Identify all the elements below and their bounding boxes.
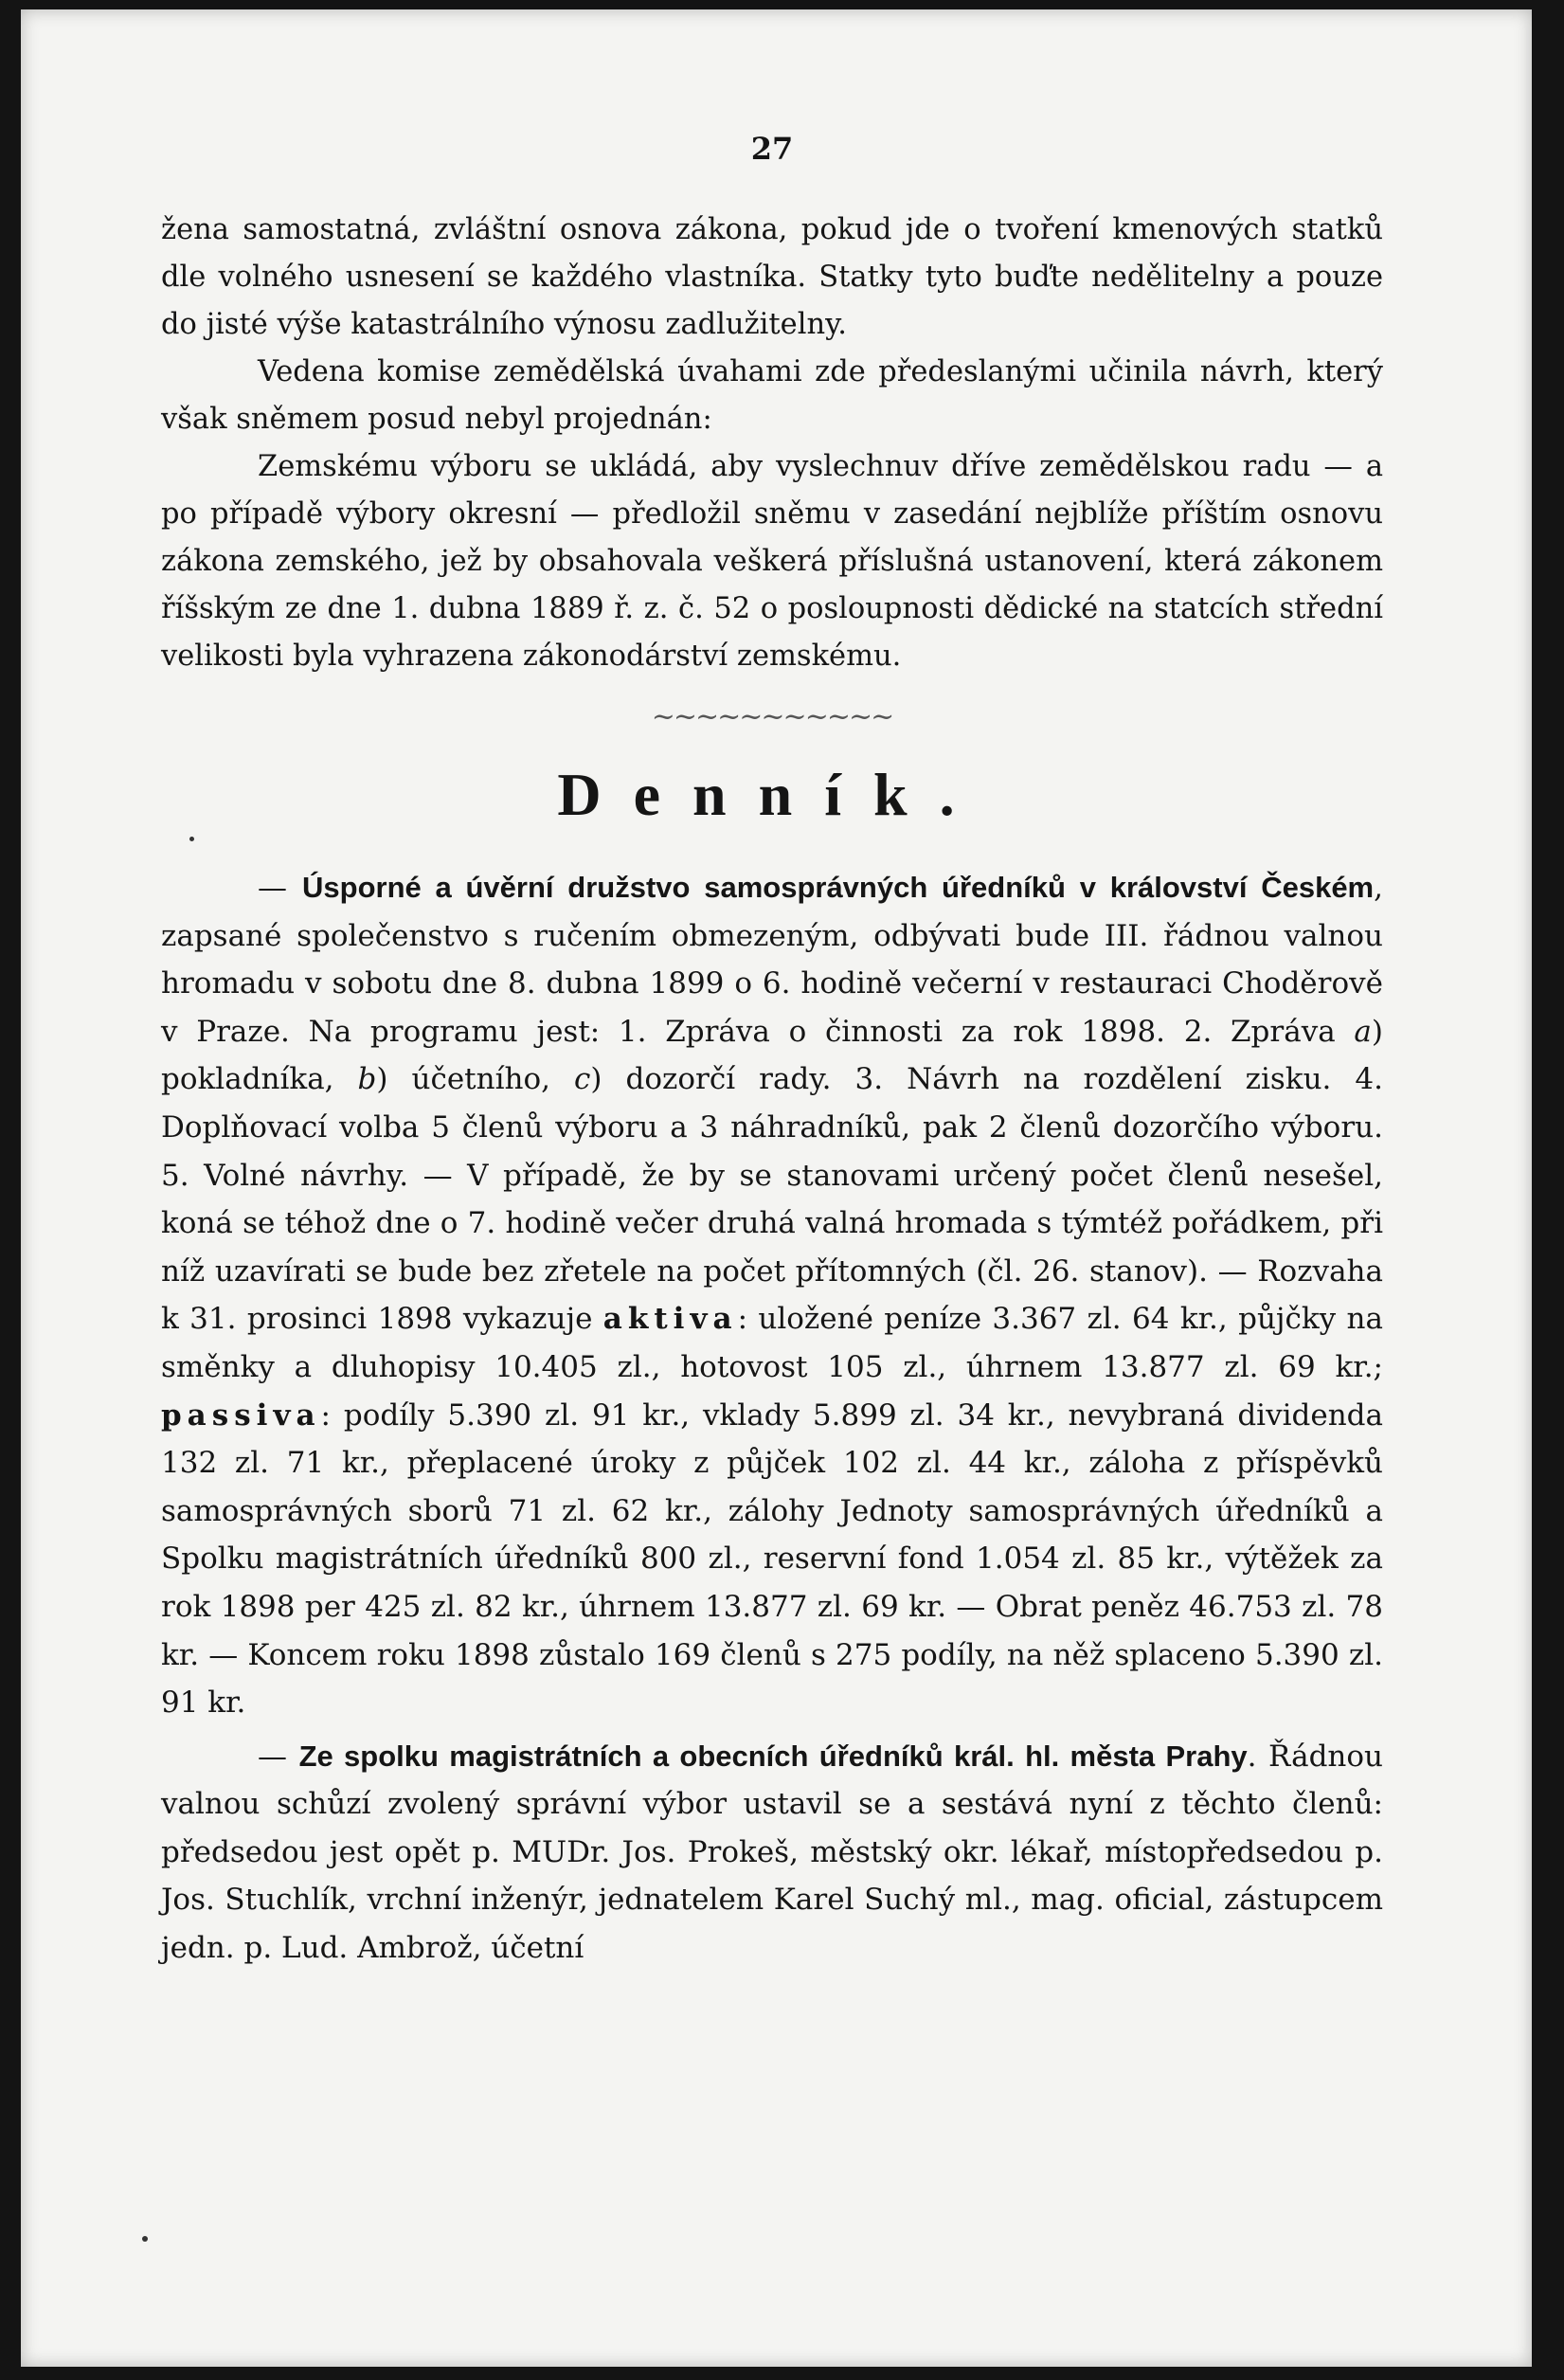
page-content	[161, 131, 1383, 1973]
ornamental-divider: ~~~~~~~~~~~	[651, 700, 893, 733]
document-page	[21, 9, 1532, 2367]
news-item-2-title: Ze spolku magistrátních a obecních úředníků král. hl. města Prahy	[298, 1739, 1248, 1773]
paper-speck	[142, 2236, 148, 2242]
news-item-1	[161, 864, 1383, 1727]
news-dash: —	[258, 1739, 299, 1774]
passiva-label: passiva	[161, 1397, 321, 1433]
list-letter-a: a	[1354, 1014, 1372, 1049]
news-item-1-text-5: : uložené peníze 3.367 zl. 64 kr., půjčky na směnky a dluhopisy 10.405 zl., hotovost 105 zl., úhrnem 13.877 zl. 69 kr.;	[161, 1302, 1384, 1384]
news-item-1-text-6: : podíly 5.390 zl. 91 kr., vklady 5.899 zl. 34 kr., nevybraná dividenda 132 zl. 71 kr., přeplacené úroky z půjček 102 zl. 44 kr., záloha z příspěvků samosprávných sborů 71 zl. 62 kr., zálohy Jednoty samosprávných úředníků a Spolku magistrátních úředníků 800 zl., reservní fond 1.054 zl. 85 kr., výtěžek za rok 1898 per 425 zl. 82 kr., úhrnem 13.877 zl. 69 kr. — Obrat peněz 46.753 zl. 78 kr. — Koncem roku 1898 zůstalo 169 členů s 275 podíly, na něž splaceno 5.390 zl. 91 kr.	[161, 1397, 1383, 1721]
aktiva-label: aktiva	[602, 1302, 738, 1337]
intro-paragraph-1: žena samostatná, zvláštní osnova zákona, pokud jde o tvoření kmenových statků dle volného usnesení se každého vlastníka. Statky tyto buďte nedělitelny a pouze do jisté výše katastrálního výnosu zadlužitelny.	[161, 213, 1383, 341]
intro-paragraph-2: Vedena komise zemědělská úvahami zde předeslanými učinila návrh, který však sněmem posud nebyl projednán:	[161, 355, 1383, 436]
news-dash: —	[258, 871, 302, 905]
section-heading: Denník.	[557, 761, 987, 828]
intro-paragraph-3: Zemskému výboru se ukládá, aby vyslechnuv dříve zemědělskou radu — a po případě výbory okresní — předložil sněmu v zasedání nejblíže příštím osnovu zákona zemského, jež by obsahovala veškerá příslušná ustanovení, která zákonem říšským ze dne 1. dubna 1889 ř. z. č. 52 o posloupnosti dědické na statcích střední velikosti byla vyhrazena zákonodárství zemskému.	[161, 450, 1383, 673]
news-item-1-text-4: ) dozorčí rady. 3. Návrh na rozdělení zisku. 4. Doplňovací volba 5 členů výboru a 3 náhradníků, pak 2 členů dozorčího výboru. 5. Volné návrhy. — V případě, že by se stanovami určený počet členů nesešel, koná se téhož dne o 7. hodině večer druhá valná hromada s týmtéž pořádkem, při níž uzavírati se bude bez zřetele na počet přítomných (čl. 26. stanov). — Rozvaha k 31. prosinci 1898 vykazuje	[161, 1062, 1383, 1337]
news-item-1-text-3: ) účetního,	[376, 1062, 575, 1097]
page-number: 27	[750, 131, 794, 167]
news-item-2-text: . Řádnou valnou schůzí zvolený správní výbor ustavil se a sestává nyní z těchto členů: předsedou jest opět p. MUDr. Jos. Prokeš, městský okr. lékař, místopředsedou p. Jos. Stuchlík, vrchní inženýr, jednatelem Karel Suchý ml., mag. oficial, zástupcem jedn. p. Lud. Ambrož, účetní	[161, 1739, 1384, 1966]
list-letter-c: c	[574, 1062, 591, 1097]
news-item-1-title: Úsporné a úvěrní družstvo samosprávných úředníků v království Českém	[302, 871, 1375, 904]
news-item-2	[161, 1733, 1383, 1973]
list-letter-b: b	[357, 1062, 377, 1097]
news-item-1-text-1: , zapsané společenstvo s ručením obmezeným, odbývati bude III. řádnou valnou hromadu v sobotu dne 8. dubna 1899 o 6. hodině večerní v restauraci Choděrově v Praze. Na programu jest: 1. Zpráva o činnosti za rok 1898. 2. Zpráva	[161, 871, 1383, 1049]
news-item-1-text-2: ) pokladníka,	[161, 1014, 1383, 1097]
paper-speck	[189, 837, 194, 841]
